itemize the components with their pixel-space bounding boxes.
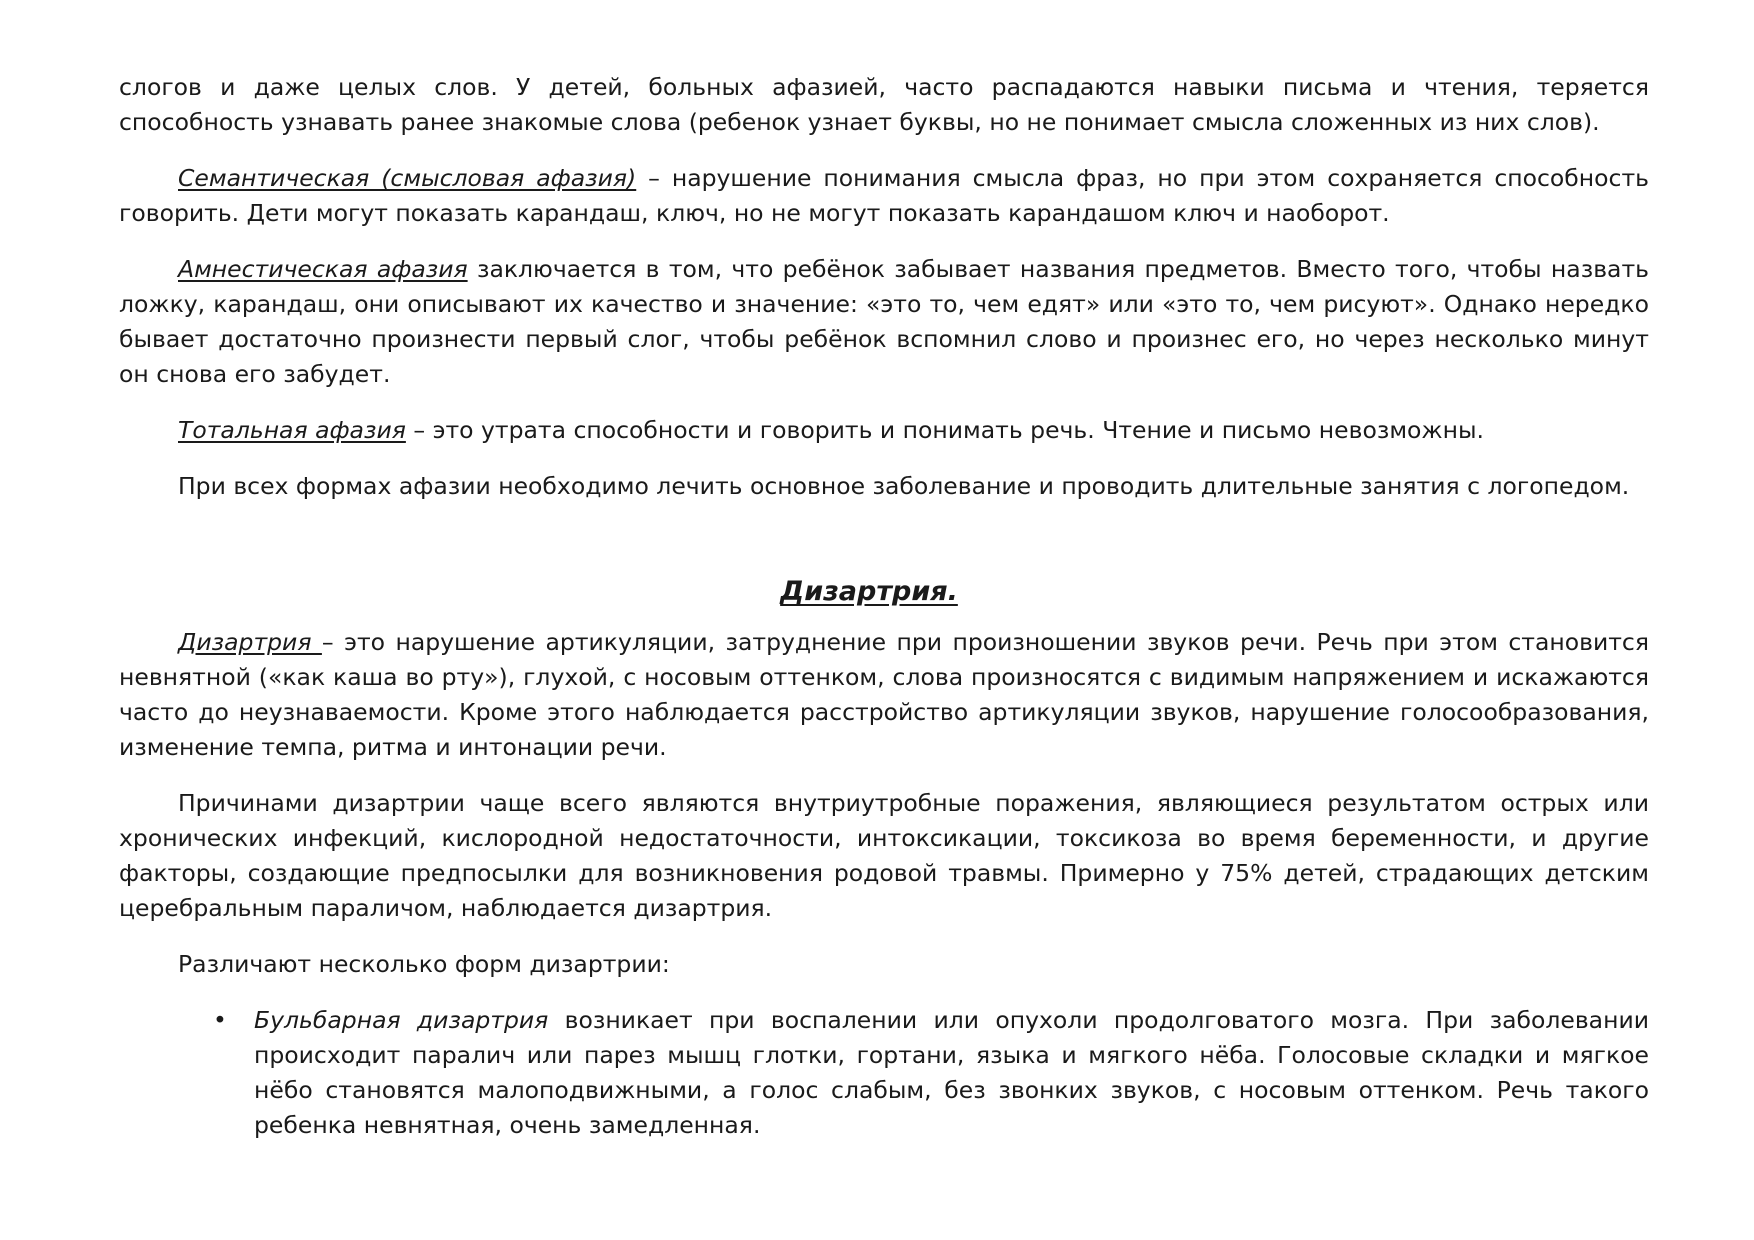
paragraph-text: – это нарушение артикуляции, затруднение при произношении звуков речи. Речь при этом становится невнятной («как каша во рту»), глухой, с носовым оттенком, слова произносятся с видимым напряжением и искажаются часто до неузнаваемости. Кроме этого наблюдается расстройство артикуляции звуков, нарушение голосообразования, изменение темпа, ритма и интонации речи. — [119, 628, 1649, 761]
paragraph-text: Различают несколько форм дизартрии: — [178, 950, 670, 978]
paragraph-dysarthria-causes — [119, 786, 1649, 926]
paragraph-dysarthria-forms-intro — [119, 947, 1649, 982]
term-amnestic-aphasia: Амнестическая афазия — [178, 255, 468, 283]
paragraph-dysarthria-definition — [119, 625, 1649, 765]
paragraph-text: заключается в том, что ребёнок забывает названия предметов. Вместо того, чтобы назвать ложку, карандаш, они описывают их качество и значение: «это то, чем едят» или «это то, чем рисуют». Однако нередко бывает достаточно произнести первый слог, чтобы ребёнок вспомнил слово и произнес его, но через несколько минут он снова его забудет. — [119, 255, 1649, 388]
term-total-aphasia: Тотальная афазия — [178, 416, 406, 444]
paragraph-text: – это утрата способности и говорить и понимать речь. Чтение и письмо невозможны. — [405, 416, 1484, 444]
term-dysarthria: Дизартрия — [178, 628, 322, 656]
paragraph-aphasia-treatment — [119, 469, 1649, 504]
paragraph-text: – нарушение понимания смысла фраз, но при этом сохраняется способность говорить. Дети могут показать карандаш, ключ, но не могут показать карандашом ключ и наоборот. — [119, 164, 1650, 227]
paragraph-text: Причинами дизартрии чаще всего являются внутриутробные поражения, являющиеся результатом острых или хронических инфекций, кислородной недостаточности, интоксикации, токсикоза во время беременности, и другие факторы, создающие предпосылки для возникновения родовой травмы. Примерно у 75% детей, страдающих детским церебральным параличом, наблюдается дизартрия. — [119, 789, 1649, 922]
bullet-icon: • — [213, 1006, 227, 1034]
term-semantic-aphasia: Семантическая (смысловая афазия) — [178, 164, 637, 192]
paragraph-text: При всех формах афазии необходимо лечить основное заболевание и проводить длительные занятия с логопедом. — [178, 472, 1630, 500]
section-heading-dysarthria: Дизартрия. — [780, 576, 958, 607]
paragraph-semantic-aphasia — [119, 161, 1649, 231]
term-bulbar-dysarthria: Бульбарная дизартрия — [254, 1006, 549, 1034]
paragraph-aphasia-continuation — [119, 70, 1649, 140]
document-page — [119, 70, 1649, 1143]
paragraph-amnestic-aphasia — [119, 252, 1649, 392]
list-item — [119, 1003, 1649, 1143]
dysarthria-forms-list — [119, 1003, 1649, 1143]
list-item-text: возникает при воспалении или опухоли продолговатого мозга. При заболевании происходит паралич или парез мышц глотки, гортани, языка и мягкого нёба. Голосовые складки и мягкое нёбо становятся малоподвижными, а голос слабым, без звонких звуков, с носовым оттенком. Речь такого ребенка невнятная, очень замедленная. — [254, 1006, 1649, 1139]
paragraph-total-aphasia — [119, 413, 1649, 448]
paragraph-text: слогов и даже целых слов. У детей, больных афазией, часто распадаются навыки письма и чтения, теряется способность узнавать ранее знакомые слова (ребенок узнает буквы, но не понимает смысла сложенных из них слов). — [119, 73, 1649, 136]
